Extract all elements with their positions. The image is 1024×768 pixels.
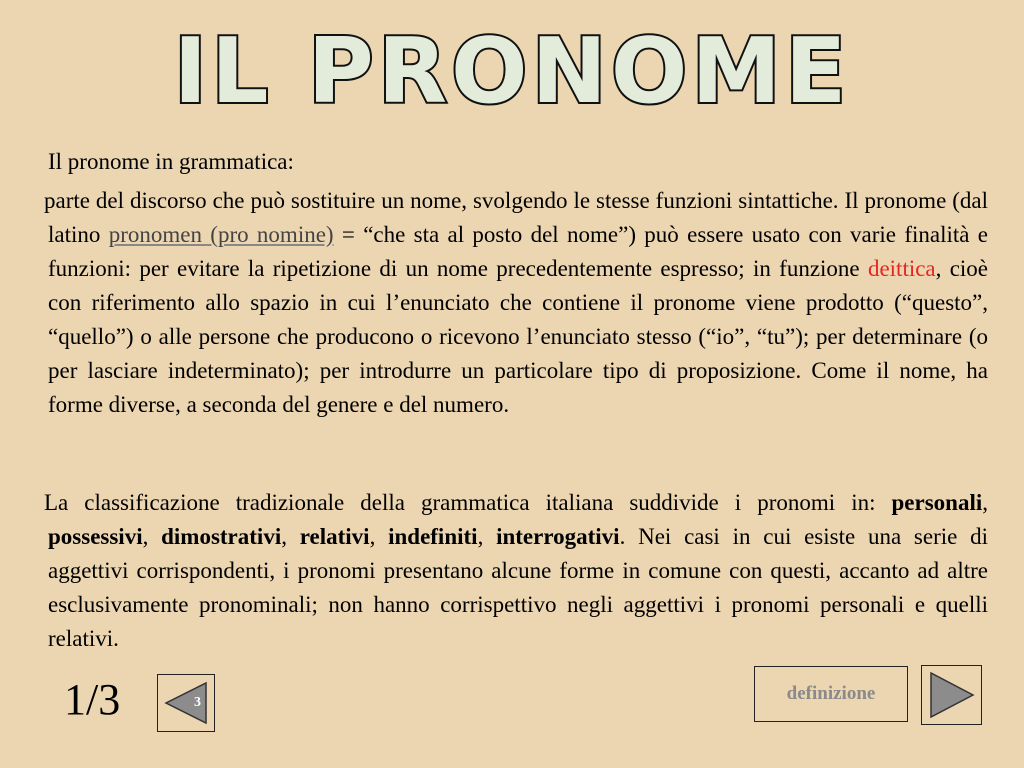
page-title-text: IL PRONOME [173,19,851,112]
page-title [0,12,1024,112]
definition-button[interactable] [754,666,908,722]
definition-text-1: parte del discorso che può sostituire un nome, svolgendo le stesse funzioni sintattiche. Il pronome (dal latino [44,188,988,247]
type-personali: personali [891,490,983,515]
classification-text-1: La classificazione tradizionale della grammatica italiana suddivide i pronomi in: [44,490,892,515]
type-separator: , [982,490,988,515]
type-dimostrativi: dimostrativi [161,524,282,549]
back-button-number: 3 [194,695,201,710]
type-separator: , [142,524,162,549]
type-separator: , [369,524,389,549]
type-separator: , [477,524,497,549]
back-button[interactable] [157,674,215,732]
type-indefiniti: indefiniti [388,524,478,549]
type-relativi: relativi [299,524,370,549]
type-possessivi: possessivi [48,524,143,549]
page-indicator: 1/3 [64,675,121,724]
definition-button-label: definizione [786,683,876,704]
intro-text: Il pronome in grammatica: [48,149,294,174]
classification-paragraph [44,486,989,656]
definition-paragraph [44,184,988,422]
triangle-right-icon [925,669,977,721]
definition-text-3: , cioè con riferimento allo spazio in cui l’enunciato che contiene il pronome viene prodotto (“questo”, “quello”) o alle persone che producono o ricevono l’enunciato stesso (“io”, “tu”); per determinare (o per lasciare indeterminato); per introdurre un particolare tipo di proposizione. Come il nome, ha forme diverse, a seconda del genere e del numero. [48,256,988,417]
deittica-highlight: deittica [867,256,936,281]
triangle-left-icon [162,679,210,727]
classification-text-2: . Nei casi in cui esiste una serie di aggettivi corrispondenti, i pronomi presentano alcune forme in comune con questi, accanto ad altre esclusivamente pronominali; non hanno corrispettivo negli aggettivi i pronomi personali e quelli relativi. [48,524,989,651]
next-button[interactable] [921,665,982,725]
latin-term-link[interactable]: pronomen (pro nomine) [108,222,334,247]
type-separator: , [281,524,300,549]
type-interrogativi: interrogativi [496,524,620,549]
definition-text-2: = “che sta al posto del nome”) può essere usato con varie finalità e funzioni: per evitare la ripetizione di un nome precedentemente espresso; in funzione [48,222,988,281]
